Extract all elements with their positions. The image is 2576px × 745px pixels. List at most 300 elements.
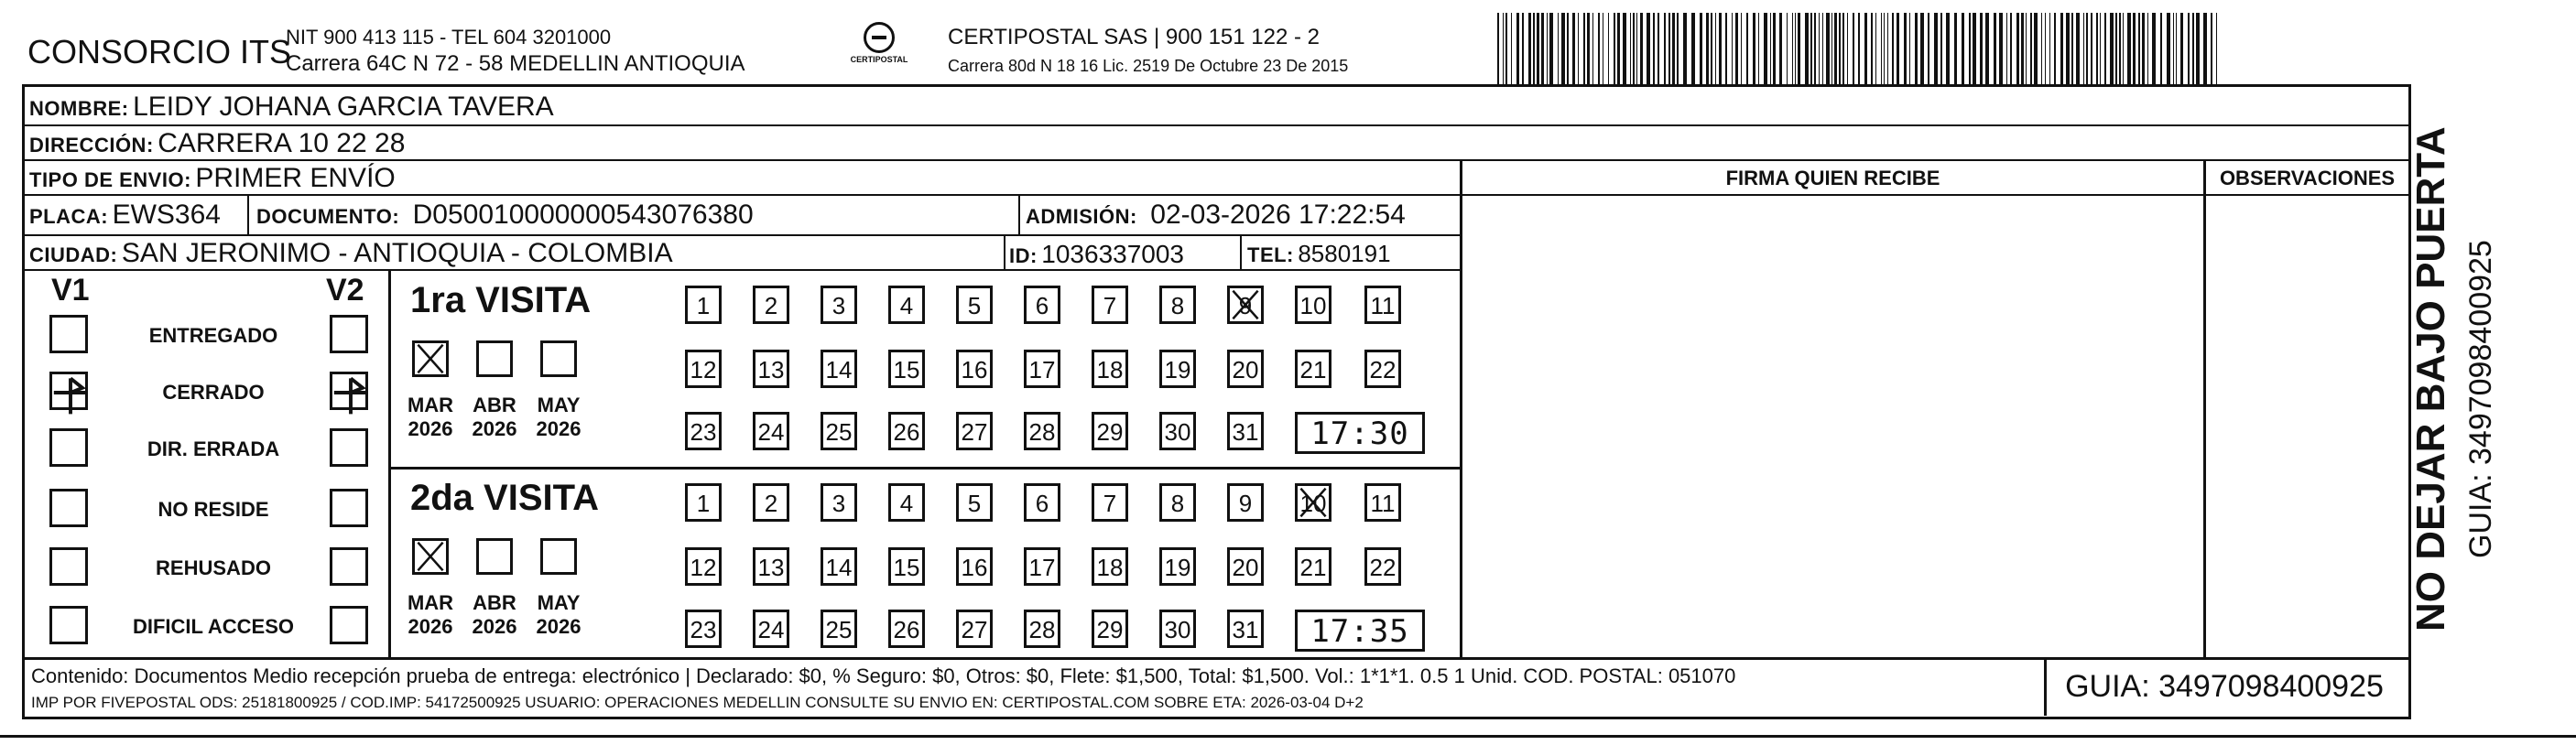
day-checkbox[interactable]: 11 xyxy=(1364,483,1401,522)
barcode-bar xyxy=(2196,13,2200,84)
company-address: Carrera 64C N 72 - 58 MEDELLIN ANTIOQUIA xyxy=(286,51,745,76)
visit-separator xyxy=(388,467,1460,470)
day-checkbox[interactable]: 17 xyxy=(1024,350,1060,388)
day-checkbox[interactable]: 29 xyxy=(1092,610,1128,648)
barcode-bar xyxy=(1758,13,1759,84)
barcode-bar xyxy=(1658,13,1659,84)
barcode-bar xyxy=(2211,13,2212,84)
barcode-bar xyxy=(1549,13,1553,84)
barcode-bar xyxy=(1672,13,1675,84)
visit-title: 2da VISITA xyxy=(410,478,599,518)
day-checkbox[interactable]: 29 xyxy=(1092,412,1128,450)
barcode-bar xyxy=(1516,13,1519,84)
day-checkbox[interactable]: 30 xyxy=(1159,412,1196,450)
barcode-bar xyxy=(1897,13,1899,84)
barcode-bar xyxy=(1798,13,1800,84)
barcode-bar xyxy=(1847,13,1848,84)
barcode-bar xyxy=(1633,13,1635,84)
id-label: ID: xyxy=(1009,244,1038,267)
barcode-bar xyxy=(1719,13,1722,84)
status-v1-checkbox[interactable] xyxy=(49,315,88,353)
day-checkbox[interactable]: 20 xyxy=(1227,547,1264,586)
day-checkbox[interactable]: 24 xyxy=(753,412,789,450)
day-checkbox[interactable]: 6 xyxy=(1024,483,1060,522)
barcode xyxy=(1497,13,2221,84)
barcode-bar xyxy=(1858,13,1860,84)
month-name: MAY xyxy=(537,394,581,416)
placa-label: PLACA: xyxy=(29,205,109,228)
barcode-bar xyxy=(1864,13,1867,84)
status-option-label: REHUSADO xyxy=(156,556,271,579)
day-checkbox[interactable]: 8 xyxy=(1159,483,1196,522)
barcode-bar xyxy=(1683,13,1687,84)
barcode-bar xyxy=(2016,13,2019,84)
month-label xyxy=(403,591,458,639)
day-checkbox[interactable]: 14 xyxy=(821,547,857,586)
barcode-bar xyxy=(1920,13,1924,84)
barcode-bar xyxy=(1561,13,1565,84)
barcode-bar xyxy=(1567,13,1569,84)
barcode-bar xyxy=(1578,13,1579,84)
barcode-bar xyxy=(2006,13,2007,84)
barcode-bar xyxy=(2138,13,2140,84)
day-checkbox[interactable]: 19 xyxy=(1159,350,1196,388)
tel-label: TEL: xyxy=(1247,243,1294,266)
barcode-bar xyxy=(2110,13,2114,84)
no-dejar-bajo-puerta: NO DEJAR BAJO PUERTA xyxy=(2408,126,2453,632)
barcode-bar xyxy=(1814,13,1816,84)
documento-label: DOCUMENTO: xyxy=(256,205,400,228)
barcode-bar xyxy=(2176,13,2177,84)
form-border-left xyxy=(22,84,25,719)
barcode-bar xyxy=(1533,13,1535,84)
month-name: MAY xyxy=(537,591,581,614)
placa-row xyxy=(29,200,221,231)
barcode-bar xyxy=(1497,13,1499,84)
barcode-bar xyxy=(1985,13,1989,84)
direccion-label: DIRECCIÓN: xyxy=(29,134,154,157)
month-year: 2026 xyxy=(408,615,453,638)
day-checkbox[interactable]: 6 xyxy=(1024,286,1060,324)
month-name: ABR xyxy=(473,591,516,614)
barcode-bar xyxy=(1541,13,1544,84)
barcode-bar xyxy=(2192,13,2194,84)
barcode-bar xyxy=(1819,13,1820,84)
month-label xyxy=(531,394,586,441)
month-label xyxy=(531,591,586,639)
day-checkbox[interactable]: 16 xyxy=(956,350,993,388)
day-checkbox[interactable]: 27 xyxy=(956,412,993,450)
day-checkbox[interactable]: 28 xyxy=(1024,412,1060,450)
month-year: 2026 xyxy=(536,615,582,638)
day-checkbox[interactable]: 25 xyxy=(821,610,857,648)
day-checkbox[interactable]: 17 xyxy=(1024,547,1060,586)
barcode-bar xyxy=(1505,13,1507,84)
barcode-bar xyxy=(2133,13,2136,84)
day-checkbox[interactable]: 31 xyxy=(1227,610,1264,648)
day-checkbox[interactable]: 1 xyxy=(685,483,722,522)
day-checkbox[interactable]: 31 xyxy=(1227,412,1264,450)
barcode-bar xyxy=(1725,13,1727,84)
status-v2-checkbox[interactable] xyxy=(330,489,368,527)
status-v2-checkbox[interactable] xyxy=(330,428,368,467)
barcode-bar xyxy=(1994,13,1996,84)
status-option-label: ENTREGADO xyxy=(148,324,278,347)
day-checkbox[interactable]: 25 xyxy=(821,412,857,450)
ciudad-label: CIUDAD: xyxy=(29,243,118,266)
barcode-bar xyxy=(1881,13,1882,84)
day-checkbox[interactable]: 18 xyxy=(1092,350,1128,388)
day-checkbox[interactable]: 7 xyxy=(1092,483,1128,522)
barcode-bar xyxy=(1934,13,1938,84)
month-checkbox[interactable] xyxy=(540,340,577,377)
barcode-bar xyxy=(1810,13,1812,84)
barcode-bar xyxy=(1940,13,1942,84)
barcode-bar xyxy=(1871,13,1873,84)
barcode-bar xyxy=(2167,13,2170,84)
barcode-bar xyxy=(1608,13,1609,84)
barcode-bar xyxy=(2152,13,2156,84)
barcode-bar xyxy=(2115,13,2117,84)
admision-label: ADMISIÓN: xyxy=(1026,205,1137,228)
month-label xyxy=(467,591,522,639)
barcode-bar xyxy=(1909,13,1910,84)
barcode-bar xyxy=(1664,13,1666,84)
month-checkbox[interactable] xyxy=(412,340,449,377)
status-v2-checkbox[interactable] xyxy=(330,547,368,586)
barcode-bar xyxy=(1753,13,1755,84)
barcode-bar xyxy=(1792,13,1793,84)
firma-header: FIRMA QUIEN RECIBE xyxy=(1725,167,1940,189)
impresion-line: IMP POR FIVEPOSTAL ODS: 25181800925 / COD.IMP: 54172500925 USUARIO: OPERACIONES MEDELLIN CONSULTE SU ENVIO EN: CERTIPOSTAL.COM SOBRE ETA: 2026-03-04 D+2 xyxy=(31,694,1364,711)
month-label xyxy=(403,394,458,441)
x-mark-icon xyxy=(1230,288,1261,321)
id-value: 1036337003 xyxy=(1041,240,1185,268)
certipostal-logo-icon xyxy=(864,22,895,53)
barcode-bar xyxy=(2100,13,2101,84)
barcode-bar xyxy=(2034,13,2038,84)
ciudad-value: SAN JERONIMO - ANTIOQUIA - COLOMBIA xyxy=(121,238,673,268)
barcode-bar xyxy=(1839,13,1841,84)
day-checkbox[interactable]: 14 xyxy=(821,350,857,388)
day-checkbox[interactable]: 1 xyxy=(685,286,722,324)
day-checkbox[interactable]: 3 xyxy=(821,483,857,522)
status-v1-checkbox[interactable] xyxy=(49,428,88,467)
visit-title: 1ra VISITA xyxy=(410,280,592,320)
day-checkbox[interactable]: 13 xyxy=(753,350,789,388)
status-v2-checkbox[interactable] xyxy=(330,372,368,410)
barcode-bar xyxy=(1522,13,1524,84)
barcode-bar xyxy=(2041,13,2042,84)
barcode-bar xyxy=(1598,13,1600,84)
barcode-bar xyxy=(1773,13,1776,84)
day-checkbox[interactable]: 16 xyxy=(956,547,993,586)
barcode-bar xyxy=(2045,13,2046,84)
status-v2-checkbox[interactable] xyxy=(330,606,368,644)
month-checkbox[interactable] xyxy=(412,538,449,575)
day-checkbox[interactable]: 7 xyxy=(1092,286,1128,324)
month-checkbox[interactable] xyxy=(476,538,513,575)
barcode-bar xyxy=(1826,13,1830,84)
visit-time[interactable]: 17:30 xyxy=(1295,412,1425,454)
nombre-row xyxy=(29,92,554,123)
barcode-bar xyxy=(1915,13,1918,84)
col-sep-placa xyxy=(247,194,249,234)
barcode-bar xyxy=(1834,13,1837,84)
day-checkbox[interactable]: 4 xyxy=(888,483,925,522)
day-checkbox[interactable]: 5 xyxy=(956,483,993,522)
day-checkbox[interactable]: 24 xyxy=(753,610,789,648)
barcode-bar xyxy=(1630,13,1631,84)
day-checkbox[interactable]: 10 xyxy=(1295,483,1331,522)
barcode-bar xyxy=(1511,13,1512,84)
barcode-bar xyxy=(2160,13,2162,84)
barcode-bar xyxy=(1954,13,1957,84)
barcode-bar xyxy=(2104,13,2106,84)
day-checkbox[interactable]: 15 xyxy=(888,547,925,586)
barcode-bar xyxy=(1592,13,1593,84)
documento-row xyxy=(256,200,754,231)
barcode-bar xyxy=(2066,13,2070,84)
barcode-bar xyxy=(1636,13,1637,84)
barcode-bar xyxy=(1980,13,1983,84)
barcode-bar xyxy=(2173,13,2174,84)
tipo-label: TIPO DE ENVIO: xyxy=(29,168,191,191)
checkmark-icon xyxy=(47,369,94,416)
id-row xyxy=(1009,240,1184,269)
row-sep-1 xyxy=(22,124,2410,126)
barcode-bar xyxy=(1653,13,1655,84)
month-year: 2026 xyxy=(408,417,453,440)
certipostal-logo xyxy=(833,22,925,77)
checkmark-icon xyxy=(327,369,375,416)
x-mark-icon xyxy=(415,541,446,572)
form-border-top xyxy=(22,84,2410,87)
day-checkbox[interactable]: 9 xyxy=(1227,286,1264,324)
day-checkbox[interactable]: 22 xyxy=(1364,547,1401,586)
day-checkbox[interactable]: 8 xyxy=(1159,286,1196,324)
x-mark-icon xyxy=(1298,486,1329,519)
barcode-bar xyxy=(2021,13,2024,84)
barcode-bar xyxy=(1999,13,2003,84)
month-name: MAR xyxy=(407,591,454,614)
documento-value: D050010000000543076380 xyxy=(412,200,754,230)
v1-header: V1 xyxy=(51,273,90,308)
barcode-bar xyxy=(1572,13,1575,84)
barcode-bar xyxy=(1691,13,1695,84)
barcode-bar xyxy=(1700,13,1702,84)
status-option-label: DIR. ERRADA xyxy=(147,437,280,460)
day-checkbox[interactable]: 23 xyxy=(685,610,722,648)
status-v1-checkbox[interactable] xyxy=(49,547,88,586)
form-border-bottom xyxy=(22,717,2410,719)
tel-value: 8580191 xyxy=(1298,240,1391,267)
barcode-bar xyxy=(1746,13,1748,84)
barcode-bar xyxy=(2188,13,2190,84)
barcode-bar xyxy=(2010,13,2012,84)
day-checkbox[interactable]: 21 xyxy=(1295,547,1331,586)
day-checkbox[interactable]: 15 xyxy=(888,350,925,388)
col-sep-admision xyxy=(1018,194,1020,234)
barcode-bar xyxy=(2026,13,2027,84)
day-checkbox[interactable]: 12 xyxy=(685,350,722,388)
barcode-bar xyxy=(1558,13,1559,84)
day-checkbox[interactable]: 18 xyxy=(1092,547,1128,586)
day-checkbox[interactable]: 23 xyxy=(685,412,722,450)
month-checkbox[interactable] xyxy=(476,340,513,377)
tipo-row xyxy=(29,163,396,194)
barcode-bar xyxy=(1614,13,1615,84)
barcode-bar xyxy=(1805,13,1809,84)
barcode-bar xyxy=(1547,13,1548,84)
barcode-bar xyxy=(1969,13,1971,84)
barcode-bar xyxy=(1973,13,1976,84)
day-checkbox[interactable]: 9 xyxy=(1227,483,1264,522)
day-checkbox[interactable]: 4 xyxy=(888,286,925,324)
barcode-bar xyxy=(1795,13,1796,84)
barcode-bar xyxy=(1928,13,1929,84)
barcode-bar xyxy=(2142,13,2145,84)
day-checkbox[interactable]: 2 xyxy=(753,286,789,324)
col-sep-firma xyxy=(1460,159,1462,659)
barcode-bar xyxy=(1842,13,1844,84)
barcode-bar xyxy=(1946,13,1950,84)
day-checkbox[interactable]: 27 xyxy=(956,610,993,648)
logo-text: CERTIPOSTAL xyxy=(850,55,908,64)
barcode-bar xyxy=(1822,13,1823,84)
barcode-bar xyxy=(1831,13,1832,84)
tipo-value: PRIMER ENVÍO xyxy=(195,163,396,193)
direccion-value: CARRERA 10 22 28 xyxy=(158,128,406,158)
status-v1-checkbox[interactable] xyxy=(49,606,88,644)
barcode-bar xyxy=(2086,13,2088,84)
barcode-bar xyxy=(1711,13,1712,84)
barcode-bar xyxy=(1528,13,1531,84)
barcode-bar xyxy=(1715,13,1716,84)
barcode-bar xyxy=(2123,13,2124,84)
status-option-label: NO RESIDE xyxy=(158,498,269,521)
barcode-bar xyxy=(1770,13,1771,84)
row-sep-4 xyxy=(22,234,1460,236)
status-v2-checkbox[interactable] xyxy=(330,315,368,353)
month-label xyxy=(467,394,522,441)
day-checkbox[interactable]: 5 xyxy=(956,286,993,324)
barcode-bar xyxy=(2180,13,2183,84)
barcode-bar xyxy=(2127,13,2131,84)
visit-time[interactable]: 17:35 xyxy=(1295,610,1425,652)
barcode-bar xyxy=(2071,13,2073,84)
barcode-bar xyxy=(1617,13,1620,84)
status-option-label: DIFICIL ACCESO xyxy=(132,615,294,638)
barcode-bar xyxy=(1583,13,1585,84)
barcode-bar xyxy=(1904,13,1907,84)
day-checkbox[interactable]: 22 xyxy=(1364,350,1401,388)
barcode-bar xyxy=(1706,13,1709,84)
nombre-label: NOMBRE: xyxy=(29,97,129,120)
row-sep-3 xyxy=(22,194,1460,196)
month-checkbox[interactable] xyxy=(540,538,577,575)
barcode-bar xyxy=(1962,13,1964,84)
barcode-bar xyxy=(1732,13,1733,84)
barcode-bar xyxy=(1735,13,1738,84)
barcode-bar xyxy=(2096,13,2098,84)
ciudad-row xyxy=(29,238,673,269)
row-sep-5 xyxy=(22,269,1460,271)
day-checkbox[interactable]: 10 xyxy=(1295,286,1331,324)
observaciones-header: OBSERVACIONES xyxy=(2219,167,2396,189)
barcode-bar xyxy=(1853,13,1854,84)
side-guia: GUIA: 3497098400925 xyxy=(2463,240,2498,558)
status-v1-checkbox[interactable] xyxy=(49,489,88,527)
barcode-bar xyxy=(2091,13,2092,84)
day-checkbox[interactable]: 21 xyxy=(1295,350,1331,388)
status-option-label: CERRADO xyxy=(162,381,265,404)
day-checkbox[interactable]: 3 xyxy=(821,286,857,324)
carrier-address: Carrera 80d N 18 16 Lic. 2519 De Octubre 23 De 2015 xyxy=(948,57,1349,75)
barcode-bar xyxy=(2147,13,2148,84)
row-sep-3b xyxy=(1460,194,2410,196)
barcode-bar xyxy=(1779,13,1782,84)
barcode-bar xyxy=(1537,13,1539,84)
day-checkbox[interactable]: 11 xyxy=(1364,286,1401,324)
page-edge-line xyxy=(0,735,2576,738)
nit-line: NIT 900 413 115 - TEL 604 3201000 xyxy=(286,26,612,49)
v2-header: V2 xyxy=(326,273,364,308)
barcode-bar xyxy=(1668,13,1670,84)
day-checkbox[interactable]: 19 xyxy=(1159,547,1196,586)
col-sep-tel xyxy=(1240,234,1242,269)
col-sep-id xyxy=(1004,234,1005,269)
barcode-bar xyxy=(2076,13,2080,84)
tel-row xyxy=(1247,240,1391,268)
barcode-bar xyxy=(1887,13,1888,84)
day-checkbox[interactable]: 28 xyxy=(1024,610,1060,648)
barcode-bar xyxy=(1623,13,1626,84)
row-sep-2 xyxy=(22,159,2410,161)
barcode-bar xyxy=(1677,13,1679,84)
barcode-bar xyxy=(2049,13,2050,84)
month-name: ABR xyxy=(473,394,516,416)
day-checkbox[interactable]: 13 xyxy=(753,547,789,586)
month-year: 2026 xyxy=(472,417,517,440)
nombre-value: LEIDY JOHANA GARCIA TAVERA xyxy=(133,92,554,122)
carrier-line: CERTIPOSTAL SAS | 900 151 122 - 2 xyxy=(948,25,1320,49)
barcode-bar xyxy=(2083,13,2084,84)
barcode-bar xyxy=(1884,13,1885,84)
month-year: 2026 xyxy=(472,615,517,638)
barcode-bar xyxy=(1787,13,1788,84)
month-name: MAR xyxy=(407,394,454,416)
barcode-bar xyxy=(2060,13,2063,84)
barcode-bar xyxy=(2054,13,2056,84)
day-checkbox[interactable]: 20 xyxy=(1227,350,1264,388)
barcode-bar xyxy=(1587,13,1590,84)
day-checkbox[interactable]: 2 xyxy=(753,483,789,522)
barcode-bar xyxy=(1647,13,1650,84)
day-checkbox[interactable]: 26 xyxy=(888,610,925,648)
barcode-bar xyxy=(1503,13,1504,84)
day-checkbox[interactable]: 26 xyxy=(888,412,925,450)
admision-value: 02-03-2026 17:22:54 xyxy=(1150,200,1406,230)
col-sep-obs xyxy=(2203,159,2206,659)
day-checkbox[interactable]: 12 xyxy=(685,547,722,586)
barcode-bar xyxy=(2216,13,2217,84)
status-v1-checkbox[interactable] xyxy=(49,372,88,410)
day-checkbox[interactable]: 30 xyxy=(1159,610,1196,648)
month-year: 2026 xyxy=(536,417,582,440)
barcode-bar xyxy=(1875,13,1876,84)
direccion-row xyxy=(29,128,405,159)
